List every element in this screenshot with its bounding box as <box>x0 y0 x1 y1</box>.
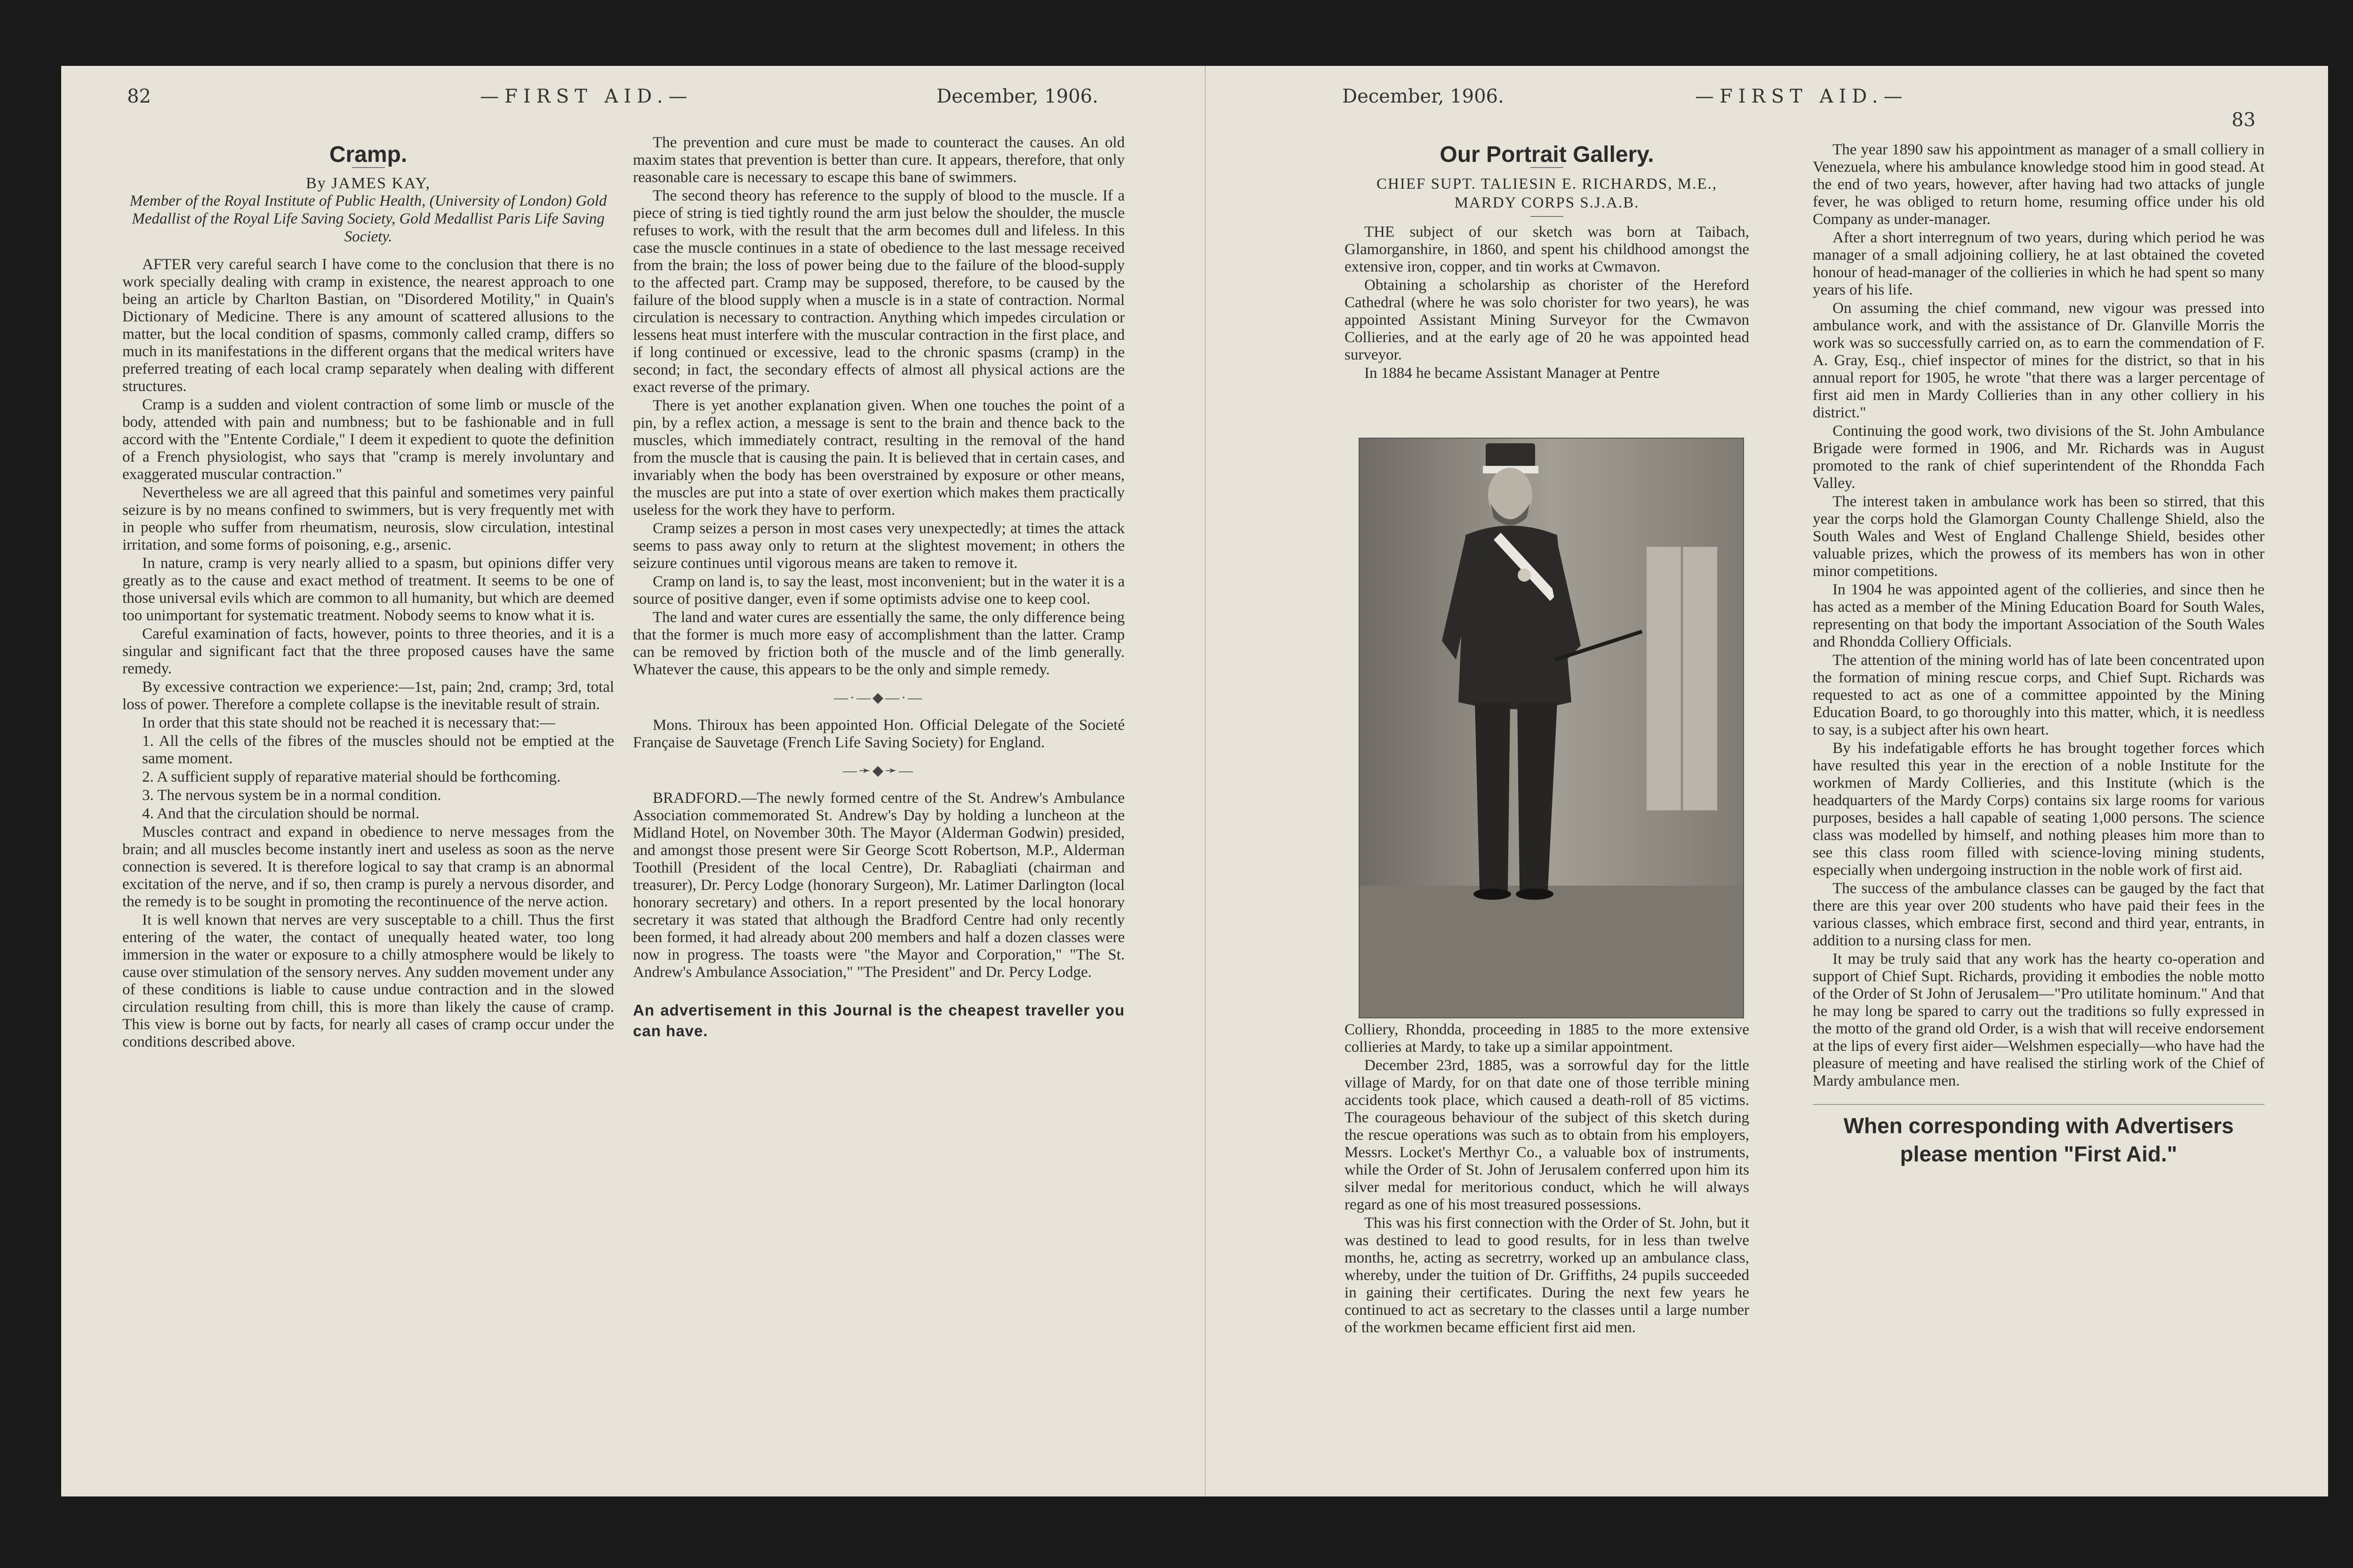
paragraph: In 1884 he became Assistant Manager at Pentre <box>1364 365 1660 382</box>
advertisement-note: An advertisement in this Journal is the cheapest traveller you can have. <box>633 1001 1125 1040</box>
paragraph: The interest taken in ambulance work has been so stirred, that this year the corps hold the Glamorgan County Challenge Shield, also the South Wales and West of England Challenge Shield, besides other valuable prizes, which the prowess of its members has won in other minor competitions. <box>1813 493 2265 580</box>
left-page <box>61 66 1205 1496</box>
cramp-column-2 <box>633 134 1125 1041</box>
paragraph: In 1904 he was appointed agent of the collieries, and since then he has acted as a member of the Mining Education Board for South Wales, representing on that body the important Association of the South Wales and Rhondda Colliery Officials. <box>1813 581 2265 650</box>
paragraph: Careful examination of facts, however, points to three theories, and it is a singular and significant fact that the three proposed causes have the same remedy. <box>122 625 614 677</box>
paragraph: By his indefatigable efforts he has brought together forces which have resulted this year in the erection of a noble Institute for the workmen of Mardy Collieries, and this Institute (which is the headquarters of the Mardy Corps) contains six large rooms for various purposes, besides a hall capable of seating 1,000 persons. The science class was modelled by himself, and nothing pleases him more than to see this class room filled with science-loving mining students, especially when undergoing instruction in the noble work of first aid. <box>1813 740 2265 879</box>
paragraph: The second theory has reference to the supply of blood to the muscle. If a piece of string is tied tightly round the arm just below the shoulder, the muscle refuses to work, with the result that the arm becomes dull and lifeless. In this case the muscle continues in a state of obedience to the last message received from the brain; the loss of power being due to the failure of the blood-supply to the affected part. Cramp may be supposed, therefore, to be caused by the failure of the blood supply when a muscle is in a state of contraction. Normal circulation is necessary to contraction. Anything which impedes circulation or lessens heat must interfere with the muscular contraction in the first place, and if long continued or excessive, lead to the chronic spasms (cramp) in the second; in fact, the secondary effects of almost all physical actions are the exact reverse of the primary. <box>633 187 1125 396</box>
paragraph: It may be truly said that any work has the hearty co-operation and support of Chief Supt. Richards, providing it embodies the noble motto of the Order of St John of Jerusalem—"Pro utilitate hominum." And that he may long be spared to carry out the traditions so fully expressed in the motto of the grand old Order, is a wish that will receive endorsement at the lips of every first aider—Welshmen especially—who have had the pleasure of meeting and have realised the stirling work of the Chief of Mardy ambulance men. <box>1813 951 2265 1089</box>
paragraph: Muscles contract and expand in obedience to nerve messages from the brain; and all muscles become instantly inert and useless as soon as the nerve connection is severed. It is therefore logical to say that cramp is an abnormal excitation of the nerve, and if so, then cramp is purely a nervous disorder, and the remedy is to be sought in promoting the recontinuence of the nerve action. <box>122 824 614 910</box>
paragraph: In order that this state should not be reached it is necessary that:— <box>142 714 555 731</box>
paragraph: On assuming the chief command, new vigour was pressed into ambulance work, and with the assistance of Dr. Glanville Morris the work was so successfully carried on, as to earn the commendation of F. A. Gray, Esq., chief inspector of mines for the district, so that in his annual report for 1905, he wrote "that there was a larger percentage of first aid men in Mardy Collieries than in any other colliery in his district." <box>1813 300 2265 421</box>
paragraph: The prevention and cure must be made to counteract the causes. An old maxim states that prevention is better than cure. It appears, therefore, that only reasonable care is necessary to escape this bane of swimmers. <box>633 134 1125 186</box>
page-number: 83 <box>2232 109 2256 131</box>
paragraph: After a short interregnum of two years, during which period he was manager of a small adjoining colliery, he at last obtained the coveted honour of head-manager of the collieries in which he had spent so many years of his life. <box>1813 229 2265 298</box>
right-page <box>1206 66 2328 1496</box>
advertisers-note: When corresponding with Advertisers please mention "First Aid." <box>1813 1104 2265 1168</box>
portrait-figure <box>1360 439 1743 1017</box>
thiroux-notice: Mons. Thiroux has been appointed Hon. Official Delegate of the Societé Française de Sauvetage (French Life Saving Society) for England. <box>633 717 1125 751</box>
byline: By JAMES KAY, <box>305 175 431 192</box>
ornamental-divider: —➛◆➛— <box>842 763 915 778</box>
paragraph: This was his first connection with the Order of St. John, but it was destined to lead to good results, for in less than twelve months, he, acting as secretrry, worked up an ambulance class, whereby, under the tuition of Dr. Griffiths, 24 pupils succeeded in gaining their certificates. During the next few years he continued to act as secretary to the classes until a large number of the workmen became efficient first aid men. <box>1345 1215 1749 1336</box>
paragraph: It is well known that nerves are very susceptable to a chill. Thus the first entering of the water, the contact of unequally heated water, too long immersion in the water or exposure to a chilly atmosphere would be likely to cause over stimulation of the sensory nerves. Any sudden movement under any of these conditions is liable to cause undue contraction and in the slowed circulation resulting from chill, this is more than likely the cause of cramp. This view is borne out by facts, for nearly all cases of cramp occur under the conditions described above. <box>122 912 614 1050</box>
numbered-item: 2. A sufficient supply of reparative material should be forthcoming. <box>142 768 561 785</box>
numbered-item: 3. The nervous system be in a normal condition. <box>142 787 441 804</box>
paragraph: THE subject of our sketch was born at Taibach, Glamorganshire, in 1860, and spent his childhood amongst the extensive iron, copper, and tin works at Cwmavon. <box>1345 224 1749 275</box>
ornamental-divider: —·—◆—·— <box>833 690 924 705</box>
journal-title: —FIRST AID.— <box>1695 86 1908 107</box>
paragraph: By excessive contraction we experience:—1st, pain; 2nd, cramp; 3rd, total loss of power. Therefore a complete collapse is the inevitable result of strain. <box>122 679 614 713</box>
paragraph: Obtaining a scholarship as chorister of the Hereford Cathedral (where he was solo chorister for two years), he was appointed Assistant Mining Surveyor for the Cwmavon Collieries, and at the early age of 20 he was appointed head surveyor. <box>1345 277 1749 363</box>
paragraph: The attention of the mining world has of late been concentrated upon the formation of mining rescue corps, and Chief Supt. Richards was requested to act as one of a committee appointed by the Mining Education Board, to go thoroughly into this matter, which, it is needless to say, is a subject after his own heart. <box>1813 652 2265 738</box>
paragraph: In nature, cramp is very nearly allied to a spasm, but opinions differ very greatly as to the cause and exact method of treatment. It seems to be one of those universal evils which are common to all humanity, but which are deemed too unimportant for systematic treatment. Nobody seems to know what it is. <box>122 555 614 624</box>
bradford-report: BRADFORD.—The newly formed centre of the St. Andrew's Ambulance Association commemorated St. Andrew's Day by holding a luncheon at the Midland Hotel, on November 30th. The Mayor (Alderman Godwin) presided, and amongst those present were Sir George Scott Robertson, M.P., Alderman Toothill (President of the local Centre), Dr. Rabagliati (chairman and treasurer), Dr. Percy Lodge (honorary Surgeon), Mr. Latimer Darlington (local honorary secretary) and others. In a report presented by the local honorary secretary it was stated that although the Bradford Centre had only recently been formed, it had already about 200 members and half a dozen classes were now in progress. The toasts were "the Mayor and Corporation," "The St. Andrew's Ambulance Association," "The President" and Dr. Percy Lodge. <box>633 790 1125 981</box>
portrait-column-1-top <box>1345 136 1749 383</box>
paragraph: AFTER very careful search I have come to the conclusion that there is no work specially dealing with cramp in existence, the nearest approach to one being an article by Charlton Bastian, on "Disordered Motility," in Quain's Dictionary of Medicine. There is any amount of scattered allusions to the matter, but the local condition of spasms, commonly called cramp, differs so much in its manifestations in the different organs that the medical writers have preferred treating of each local cramp separately when dealing with different structures. <box>122 256 614 395</box>
paragraph: Cramp is a sudden and violent contraction of some limb or muscle of the body, attended with pain and numbness; but to be fashionable and in full accord with the "Entente Cordiale," I deem it expedient to quote the definition of a French physiologist, who says that "cramp is merely involuntary and exaggerated muscular contraction." <box>122 396 614 483</box>
article-title: Our Portrait Gallery. <box>1440 142 1654 167</box>
title-rule <box>352 167 385 168</box>
subject-corps: MARDY CORPS S.J.A.B. <box>1454 194 1640 211</box>
portrait-column-2 <box>1813 141 2265 1168</box>
paragraph: Colliery, Rhondda, proceeding in 1885 to the more extensive collieries at Mardy, to take up a similar appointment. <box>1345 1021 1749 1056</box>
paragraph: The success of the ambulance classes can be gauged by the fact that there are this year over 200 students who have paid their fees in the various classes, which embrace first, second and third year, entrants, in addition to a nursing class for men. <box>1813 880 2265 949</box>
portrait-photo <box>1359 438 1744 1018</box>
issue-date: December, 1906. <box>1342 86 1504 107</box>
paragraph: The year 1890 saw his appointment as manager of a small colliery in Venezuela, where his ambulance knowledge stood him in good stead. At the end of two years, however, after having had two attacks of jungle fever, he was obliged to return home, resuming office under his old Company as under-manager. <box>1813 141 2265 228</box>
title-rule <box>1530 216 1563 217</box>
subject-name: CHIEF SUPT. TALIESIN E. RICHARDS, M.E., <box>1376 176 1718 192</box>
numbered-item: 4. And that the circulation should be normal. <box>142 805 420 822</box>
paragraph: There is yet another explanation given. When one touches the point of a pin, by a reflex action, a message is sent to the brain and thence back to the muscles, which immediately contract, resulting in the removal of the hand from the muscle that is causing the pain. It is believed that in certain cases, and invariably when the body has been overstrained by exposure or other means, the muscles are put into a state of over exertion which makes them practically useless for the work they have to perform. <box>633 397 1125 519</box>
author-credits: Member of the Royal Institute of Public Health, (University of London) Gold Medallist of the Royal Life Saving Society, Gold Medallist Paris Life Saving Society. <box>129 192 607 245</box>
paragraph: Continuing the good work, two divisions of the St. John Ambulance Brigade were formed in 1906, and Mr. Richards was in August promoted to the rank of chief superintendent of the Rhondda Fach Valley. <box>1813 423 2265 492</box>
issue-date: December, 1906. <box>936 86 1098 107</box>
paragraph: The land and water cures are essentially the same, the only difference being that the former is much more easy of accomplishment than the latter. Cramp can be removed by friction both of the muscle and of the limb generally. Whatever the cause, this appears to be the only and simple remedy. <box>633 609 1125 678</box>
paragraph: Nevertheless we are all agreed that this painful and sometimes very painful seizure is by no means confined to swimmers, but is very frequently met with in people who suffer from rheumatism, neurosis, slow circulation, intestinal irritation, and some forms of poisoning, e.g., arsenic. <box>122 484 614 553</box>
article-title: Cramp. <box>329 142 408 167</box>
numbered-item: 1. All the cells of the fibres of the muscles should not be emptied at the same moment. <box>142 733 614 767</box>
portrait-column-1-bottom <box>1345 1021 1749 1337</box>
paragraph: Cramp on land is, to say the least, most inconvenient; but in the water it is a source of positive danger, even if some optimists advise one to keep cool. <box>633 573 1125 608</box>
title-rule <box>1530 167 1563 168</box>
page-number: 82 <box>127 86 151 107</box>
cramp-column-1 <box>122 136 614 1052</box>
paragraph: December 23rd, 1885, was a sorrowful day for the little village of Mardy, for on that date one of those terrible mining accidents took place, which caused a death-roll of 85 victims. The courageous behaviour of the subject of this sketch during the rescue operations was such as to obtain from his employers, Messrs. Locket's Merthyr Co., a valuable box of instruments, while the Order of St. John of Jerusalem conferred upon him its silver medal for meritorious conduct, which he will always regard as one of his most treasured possessions. <box>1345 1057 1749 1213</box>
paragraph: Cramp seizes a person in most cases very unexpectedly; at times the attack seems to pass away only to return at the slightest movement; in others the seizure continues until vigorous means are taken to remove it. <box>633 520 1125 572</box>
journal-title: —FIRST AID.— <box>480 86 693 107</box>
